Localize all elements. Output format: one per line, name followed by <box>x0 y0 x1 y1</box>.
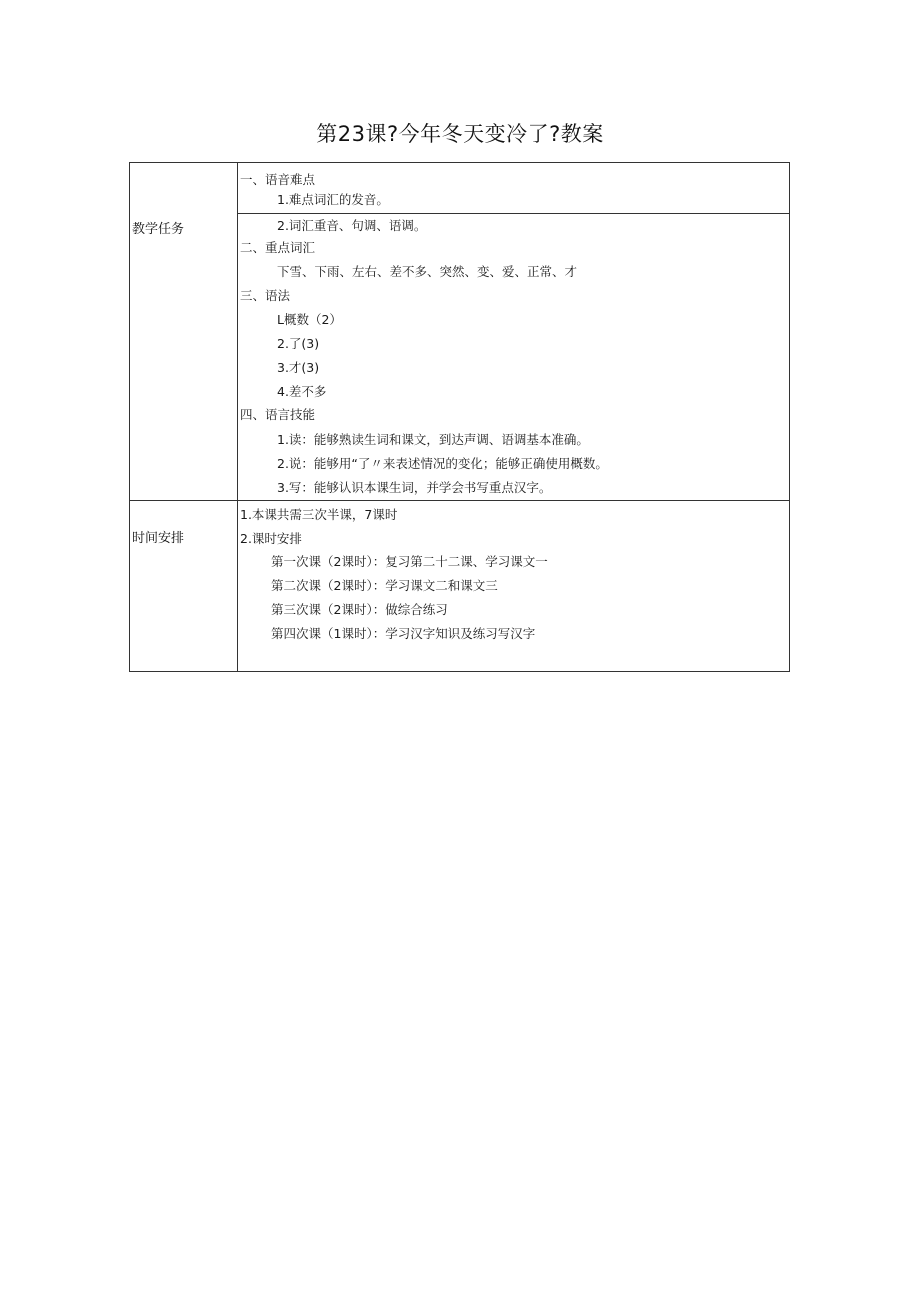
tasks-line-3: 二、重点词汇 <box>240 240 316 255</box>
tasks-line-10: 四、语言技能 <box>240 407 316 422</box>
tasks-line-6: L概数（2） <box>277 312 342 327</box>
tasks-label: 教学任务 <box>132 222 185 237</box>
schedule-line-1: 2.课时安排 <box>240 531 302 546</box>
page-title: 第23课?今年冬天变冷了?教案 <box>316 122 604 146</box>
tasks-line-4: 下雪、下雨、左右、差不多、突然、变、爱、正常、才 <box>277 264 578 279</box>
row-divider-section <box>130 500 790 501</box>
tasks-line-1: 1.难点词汇的发音。 <box>277 192 389 207</box>
row-divider-inner <box>237 213 790 214</box>
tasks-line-7: 2.了(3) <box>277 336 320 351</box>
schedule-line-4: 第三次课（2课时）：做综合练习 <box>271 602 448 617</box>
tasks-line-11: 1.读：能够熟读生词和课文，到达声调、语调基本准确。 <box>277 432 589 447</box>
column-divider <box>237 163 238 671</box>
schedule-label: 时间安排 <box>132 531 185 546</box>
tasks-line-9: 4.差不多 <box>277 384 327 399</box>
tasks-line-0: 一、语音难点 <box>240 172 316 187</box>
schedule-line-0: 1.本课共需三次半课，7课时 <box>240 507 398 522</box>
schedule-line-3: 第二次课（2课时）：学习课文二和课文三 <box>271 578 498 593</box>
tasks-line-8: 3.才(3) <box>277 360 320 375</box>
tasks-line-2: 2.词汇重音、句调、语调。 <box>277 218 427 233</box>
schedule-line-2: 第一次课（2课时）：复习第二十二课、学习课文一 <box>271 554 548 569</box>
tasks-line-13: 3.写：能够认识本课生词，并学会书写重点汉字。 <box>277 480 552 495</box>
tasks-line-5: 三、语法 <box>240 288 291 303</box>
schedule-line-5: 第四次课（1课时）：学习汉字知识及练习写汉字 <box>271 626 536 641</box>
lesson-plan-table <box>129 162 790 672</box>
tasks-line-12: 2.说：能够用“了〃来表述情况的变化；能够正确使用概数。 <box>277 456 608 471</box>
